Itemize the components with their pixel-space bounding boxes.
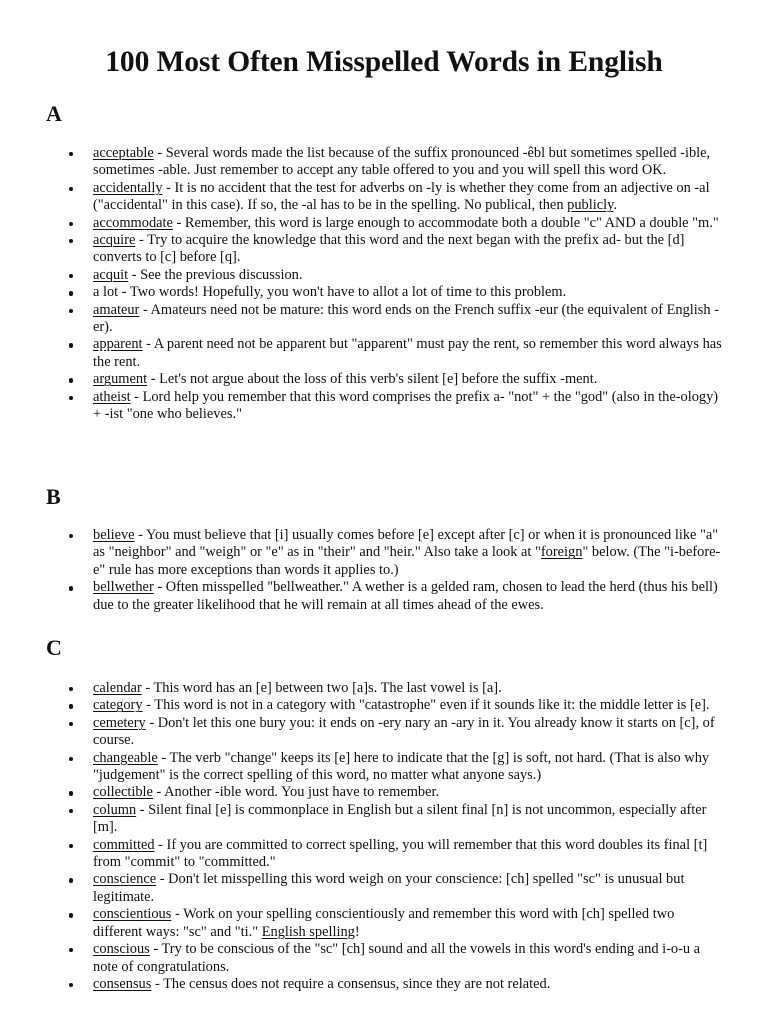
list-item [93, 715, 725, 750]
entry-link[interactable]: publicly [567, 197, 614, 214]
list-item [93, 579, 725, 614]
section-a-list [93, 145, 725, 424]
list-item [93, 180, 725, 215]
entry-term[interactable]: column [93, 801, 137, 818]
entry-text: - It is no accident that the test for adverbs on -ly is whether they come from an adjective on -al ("accidental" in this case). If so, the -al has to be in the spelling. No publical, then [93, 179, 710, 214]
entry-text: a lot - Two words! Hopefully, you won't have to allot a lot of time to this problem. [93, 284, 567, 301]
entry-text: - The verb "change" keeps its [e] here to indicate that the [g] is soft, not hard. (That is also why "judgement" is the correct spelling of this word, no matter what anyone says.) [93, 749, 710, 784]
list-item [93, 527, 725, 579]
entry-text: - Don't let this one bury you: it ends on -ery nary an -ary in it. You already know it starts on [c], of course. [93, 714, 715, 749]
entry-text: - The census does not require a consensus, since they are not related. [151, 975, 551, 992]
entry-term[interactable]: committed [93, 836, 155, 853]
entry-text: - Work on your spelling conscientiously and remember this word with [ch] spelled two different ways: "sc" and "ti." [93, 906, 675, 940]
entry-text-after: ! [354, 923, 360, 940]
list-item [93, 906, 725, 941]
list-item [93, 302, 725, 337]
list-item [93, 267, 725, 284]
entry-text: - Amateurs need not be mature: this word ends on the French suffix -eur (the equivalent of English -er). [93, 301, 719, 336]
entry-text: - Silent final [e] is commonplace in English but a silent final [n] is not uncommon, especially after [m]. [93, 801, 707, 836]
list-item [93, 371, 725, 388]
entry-term[interactable]: acquire [93, 232, 136, 249]
entry-text-after: " below. (The "i-before-e" rule has more exceptions than words it applies to.) [93, 544, 721, 578]
entry-term[interactable]: changeable [93, 749, 158, 766]
entry-text-after: . [613, 197, 617, 214]
entry-text: - This word has an [e] between two [a]s. The last vowel is [a]. [141, 680, 502, 696]
entry-text: - Lord help you remember that this word comprises the prefix a- "not" + the "god" (also in the-ology) + -ist "one who believes." [93, 388, 719, 423]
entry-term[interactable]: accidentally [93, 179, 163, 196]
entry-term[interactable]: conscious [93, 941, 150, 958]
entry-text: - This word is not in a category with "catastrophe" even if it sounds like it: the middle letter is [e]. [142, 697, 710, 714]
entry-term[interactable]: consensus [93, 975, 152, 992]
list-item [93, 871, 725, 906]
entry-link[interactable]: English spelling [261, 923, 355, 940]
section-b-list [93, 527, 725, 614]
entry-term[interactable]: conscience [93, 871, 157, 888]
entry-text: - Try to acquire the knowledge that this word and the next began with the prefix ad- but the [d] converts to [c] before [q]. [93, 232, 685, 266]
entry-text: - Often misspelled "bellweather." A wether is a gelded ram, chosen to lead the herd (thus his bell) due to the greater likelihood that he will remain at all times ahead of the ewes. [93, 579, 718, 613]
list-item [93, 802, 725, 837]
entry-term[interactable]: acceptable [93, 145, 154, 161]
entry-text: - Another -ible word. You just have to remember. [152, 784, 440, 801]
list-item [93, 941, 725, 976]
page-title: 100 Most Often Misspelled Words in English [105, 46, 663, 78]
section-c-list [93, 680, 725, 993]
section-heading-a: A [46, 101, 62, 126]
list-item [93, 336, 725, 371]
entry-term[interactable]: collectible [93, 784, 153, 801]
list-item [93, 697, 725, 714]
list-item [93, 784, 725, 801]
list-item [93, 976, 725, 993]
entry-term[interactable]: atheist [93, 388, 131, 405]
entry-text: - Let's not argue about the loss of this verb's silent [e] before the suffix -ment. [147, 371, 598, 388]
entry-term[interactable]: category [93, 697, 143, 714]
entry-term[interactable]: accommodate [93, 214, 173, 231]
entry-text: - Try to be conscious of the "sc" [ch] sound and all the vowels in this word's ending and i-o-u a note of congratulations. [93, 941, 701, 975]
entry-term[interactable]: amateur [93, 301, 140, 318]
entry-text: - Remember, this word is large enough to accommodate both a double "c" AND a double "m." [172, 214, 719, 231]
list-item [93, 680, 725, 697]
entry-text: - You must believe that [i] usually comes before [e] except after [c] or when it is pronounced like "a" as "neighbor" and "weigh" or "e" as in "their" and "heir." Also take a look at " [93, 527, 719, 561]
entry-text: - See the previous discussion. [128, 266, 303, 283]
entry-text: - A parent need not be apparent but "apparent" must pay the rent, so remember this word always has the rent. [93, 336, 722, 370]
entry-text: - Don't let misspelling this word weigh on your conscience: [ch] spelled "sc" is unusual but legitimate. [93, 871, 685, 905]
section-heading-c: C [46, 635, 62, 660]
list-item [93, 284, 725, 301]
list-item [93, 232, 725, 267]
entry-term[interactable]: calendar [93, 680, 142, 696]
entry-text: - Several words made the list because of the suffix pronounced -êbl but sometimes spelled -ible, sometimes -able. Just remember to accept any table offered to you and you will spell this word OK. [93, 145, 711, 179]
list-item [93, 215, 725, 232]
entry-term[interactable]: believe [93, 527, 135, 543]
section-heading-b: B [46, 484, 61, 509]
entry-term[interactable]: cemetery [93, 714, 146, 731]
list-item [93, 389, 725, 424]
entry-link[interactable]: foreign [540, 544, 583, 561]
entry-term[interactable]: bellwether [93, 579, 154, 596]
entry-text: - If you are committed to correct spelling, you will remember that this word doubles its final [t] from "commit" to "committed." [93, 836, 708, 871]
list-item [93, 837, 725, 872]
list-item [93, 145, 725, 180]
entry-term[interactable]: conscientious [93, 906, 172, 923]
entry-term[interactable]: apparent [93, 336, 143, 353]
entry-term[interactable]: argument [93, 371, 148, 388]
entry-term[interactable]: acquit [93, 266, 129, 283]
list-item [93, 750, 725, 785]
